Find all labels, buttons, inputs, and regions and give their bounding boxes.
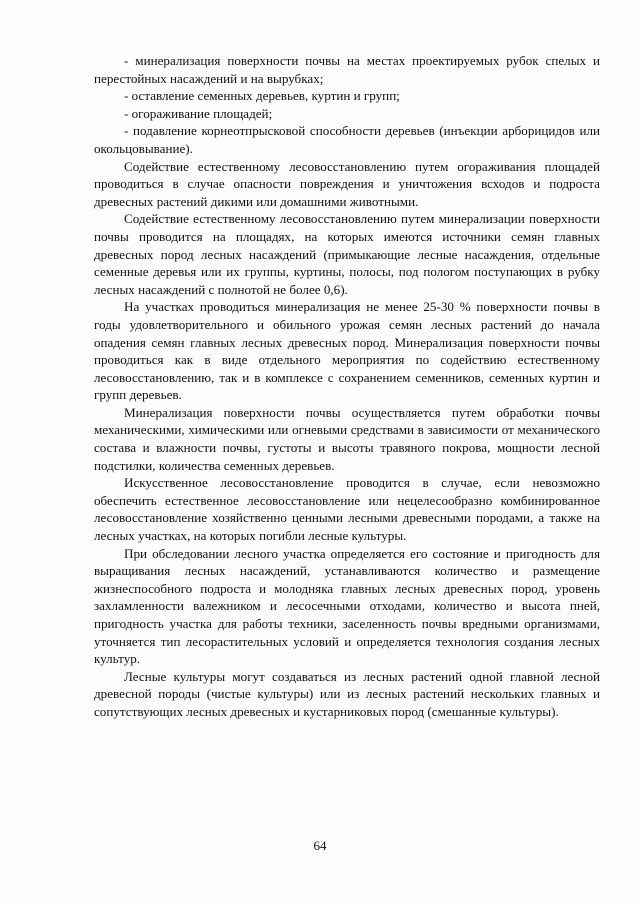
paragraph-soil-mineralization: Содействие естественному лесовосстановлению путем минерализации поверхности почвы проводится на площадях, на которых имеются источники семян главных древесных пород лесных насаждений (примыкающие лесные насаждения, отдельные семенные деревья или их группы, куртины, полосы, под пологом поступающих в рубку лесных насаждений с полнотой не более 0,6). [94,211,600,297]
paragraph-forest-cultures: Лесные культуры могут создаваться из лесных растений одной главной лесной древесной породы (чистые культуры) или из лесных растений нескольких главных и сопутствующих лесных древесных и кустарниковых пород (смешанные культуры). [94,668,600,719]
page-number: 64 [313,838,327,853]
body-text [94,52,600,721]
paragraph-mineralization-methods: Минерализация поверхности почвы осуществляется путем обработки почвы механическими, химическими или огневыми средствами в зависимости от механического состава и влажности почвы, густоты и высоты травяного покрова, мощности лесной подстилки, количества семенных деревьев. [94,404,600,473]
list-item-mineralization: - минерализация поверхности почвы на местах проектируемых рубок спелых и перестойных насаждений и на вырубках; [94,53,600,86]
list-item-seed-trees: - оставление семенных деревьев, куртин и групп; [124,88,400,104]
paragraph-fencing: Содействие естественному лесовосстановлению путем огораживания площадей проводиться в случае опасности повреждения и уничтожения всходов и подроста древесных растений дикими или домашними животными. [94,158,600,209]
list-item-root-suppression: - подавление корнеотпрысковой способности деревьев (инъекции арборицидов или окольцовывание). [94,123,600,156]
paragraph-site-survey: При обследовании лесного участка определяется его состояние и пригодность для выращивания лесных насаждений, устанавливаются количество и размещение жизнеспособного подроста и молодняка главных лесных древесных пород, уровень захламленности валежником и лесосечными отходами, количество и высота пней, пригодность участка для работы техники, заселенность почвы вредными организмами, уточняется тип лесорастительных условий и определяется технология создания лесных культур. [94,545,600,667]
paragraph-mineralization-share: На участках проводиться минерализация не менее 25-30 % поверхности почвы в годы удовлетворительного и обильного урожая семян лесных растений до начала опадения семян главных лесных древесных пород. Минерализация поверхности почвы проводиться как в виде отдельного мероприятия по содействию естественному лесовосстановлению, так и в комплексе с сохранением семенников, семенных куртин и групп деревьев. [94,299,600,403]
list-item-fencing: - огораживание площадей; [124,105,273,121]
paragraph-artificial-reforestation: Искусственное лесовосстановление проводится в случае, если невозможно обеспечить естественное лесовосстановление или нецелесообразно комбинированное лесовосстановление хозяйственно ценными лесными древесными породами, а также на лесных участках, на которых погибли лесные культуры. [94,475,600,544]
